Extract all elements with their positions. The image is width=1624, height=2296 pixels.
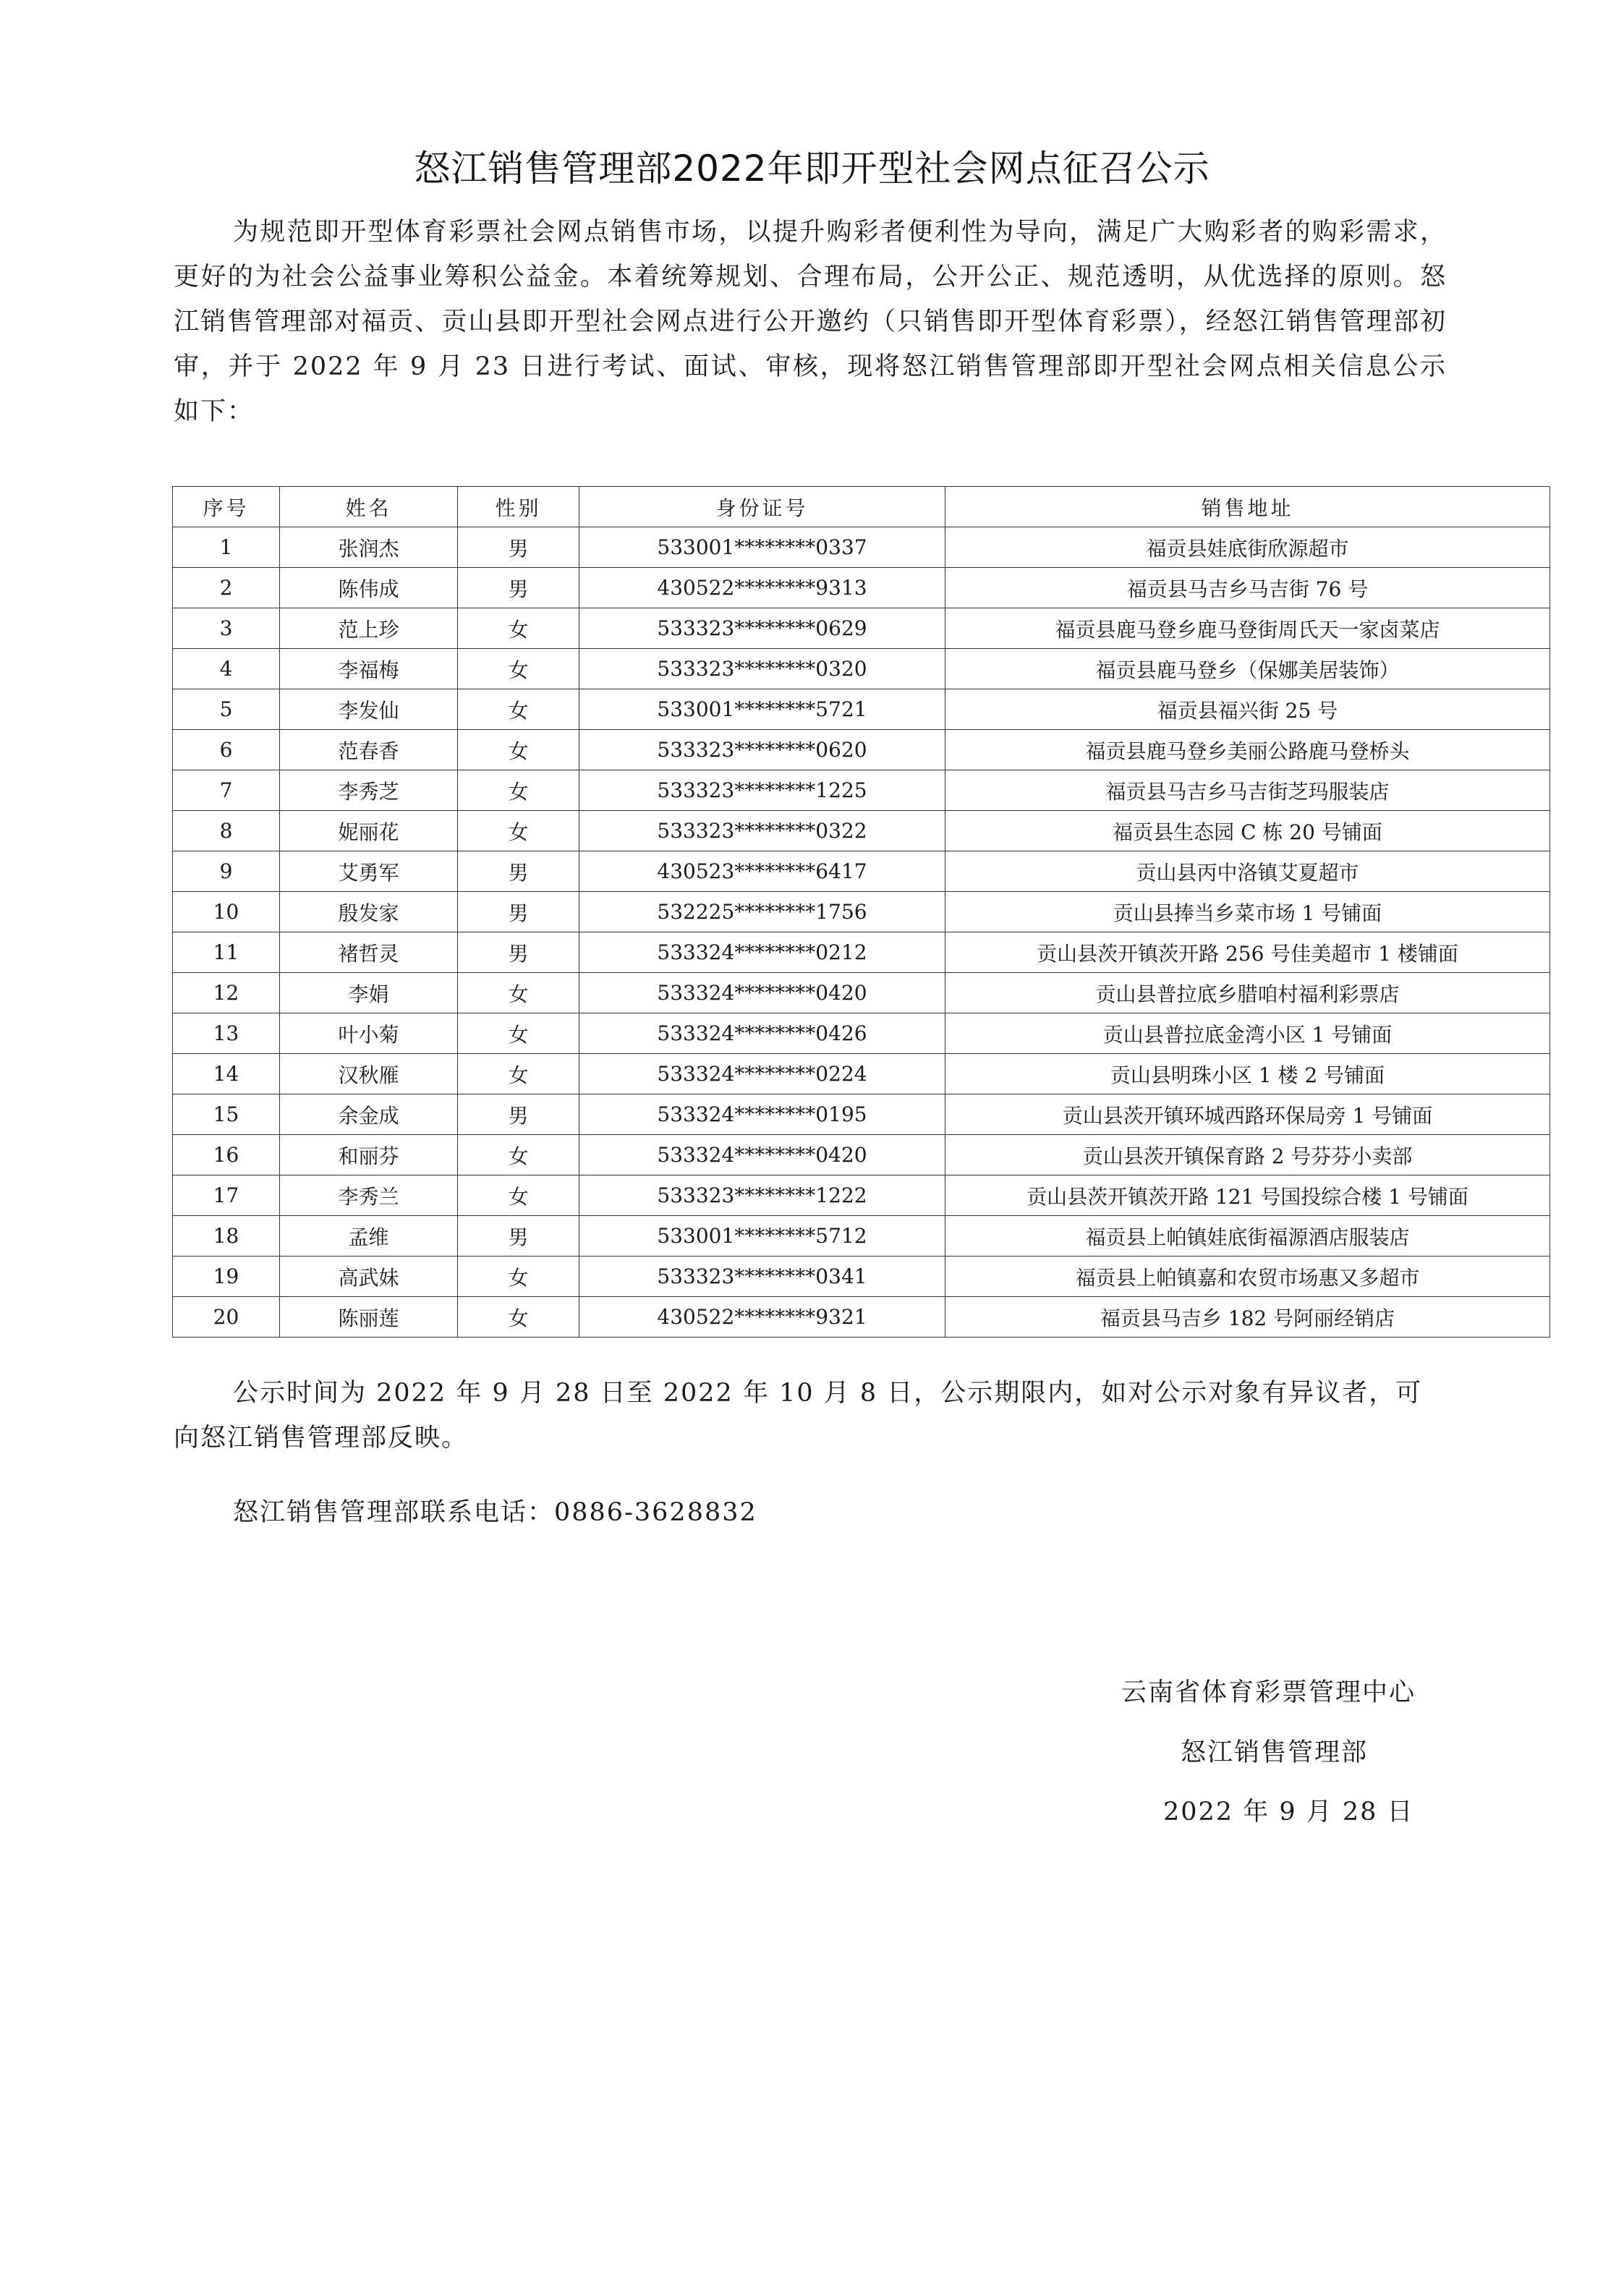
cell-id-number: 533323********1222 xyxy=(579,1175,945,1216)
cell-gender: 女 xyxy=(458,730,579,770)
cell-index: 7 xyxy=(173,770,280,811)
cell-id-number: 430522********9321 xyxy=(579,1297,945,1338)
cell-gender: 女 xyxy=(458,608,579,649)
table-row xyxy=(173,1297,1550,1338)
cell-name: 褚哲灵 xyxy=(280,932,458,973)
cell-gender: 男 xyxy=(458,1216,579,1257)
cell-name: 和丽芬 xyxy=(280,1135,458,1175)
cell-index: 10 xyxy=(173,892,280,932)
cell-gender: 女 xyxy=(458,973,579,1013)
cell-sales-address: 福贡县娃底街欣源超市 xyxy=(945,527,1550,568)
cell-index: 11 xyxy=(173,932,280,973)
cell-name: 范春香 xyxy=(280,730,458,770)
cell-sales-address: 福贡县福兴街 25 号 xyxy=(945,689,1550,730)
cell-sales-address: 福贡县马吉乡马吉街 76 号 xyxy=(945,568,1550,608)
cell-index: 5 xyxy=(173,689,280,730)
table-row xyxy=(173,892,1550,932)
outlet-table xyxy=(172,486,1550,1338)
cell-sales-address: 贡山县普拉底金湾小区 1 号铺面 xyxy=(945,1013,1550,1054)
cell-gender: 男 xyxy=(458,527,579,568)
cell-gender: 女 xyxy=(458,811,579,851)
cell-id-number: 430523********6417 xyxy=(579,851,945,892)
cell-name: 李发仙 xyxy=(280,689,458,730)
cell-name: 余金成 xyxy=(280,1094,458,1135)
cell-sales-address: 贡山县普拉底乡腊咱村福利彩票店 xyxy=(945,973,1550,1013)
cell-sales-address: 福贡县上帕镇嘉和农贸市场惠又多超市 xyxy=(945,1257,1550,1297)
cell-index: 4 xyxy=(173,649,280,689)
table-row xyxy=(173,1135,1550,1175)
contact-paragraph: 怒江销售管理部联系电话：0886-3628832 xyxy=(233,1498,757,1527)
cell-index: 17 xyxy=(173,1175,280,1216)
cell-sales-address: 贡山县茨开镇环城西路环保局旁 1 号铺面 xyxy=(945,1094,1550,1135)
cell-sales-address: 福贡县马吉乡马吉街芝玛服装店 xyxy=(945,770,1550,811)
cell-gender: 女 xyxy=(458,1013,579,1054)
cell-sales-address: 福贡县马吉乡 182 号阿丽经销店 xyxy=(945,1297,1550,1338)
table-row xyxy=(173,811,1550,851)
outlet-table-container xyxy=(172,486,1549,1338)
document-title: 怒江销售管理部2022年即开型社会网点征召公示 xyxy=(414,148,1210,190)
cell-gender: 男 xyxy=(458,892,579,932)
cell-gender: 男 xyxy=(458,851,579,892)
cell-index: 1 xyxy=(173,527,280,568)
header-gender: 性别 xyxy=(458,487,579,527)
cell-index: 18 xyxy=(173,1216,280,1257)
cell-id-number: 533324********0420 xyxy=(579,1135,945,1175)
cell-sales-address: 福贡县上帕镇娃底街福源酒店服装店 xyxy=(945,1216,1550,1257)
cell-gender: 女 xyxy=(458,1297,579,1338)
cell-id-number: 533323********0341 xyxy=(579,1257,945,1297)
cell-sales-address: 贡山县茨开镇茨开路 121 号国投综合楼 1 号铺面 xyxy=(945,1175,1550,1216)
cell-name: 叶小菊 xyxy=(280,1013,458,1054)
cell-index: 14 xyxy=(173,1054,280,1094)
signature-date: 2022 年 9 月 28 日 xyxy=(1163,1798,1414,1827)
cell-gender: 男 xyxy=(458,568,579,608)
cell-id-number: 533323********0620 xyxy=(579,730,945,770)
cell-name: 李秀芝 xyxy=(280,770,458,811)
cell-id-number: 533323********1225 xyxy=(579,770,945,811)
table-row xyxy=(173,1216,1550,1257)
cell-gender: 女 xyxy=(458,649,579,689)
cell-name: 妮丽花 xyxy=(280,811,458,851)
cell-id-number: 430522********9313 xyxy=(579,568,945,608)
cell-id-number: 533323********0629 xyxy=(579,608,945,649)
table-row xyxy=(173,1013,1550,1054)
cell-name: 李福梅 xyxy=(280,649,458,689)
cell-id-number: 533324********0426 xyxy=(579,1013,945,1054)
signature-department: 怒江销售管理部 xyxy=(1181,1738,1369,1767)
signature-organization: 云南省体育彩票管理中心 xyxy=(1121,1678,1416,1707)
table-header-row xyxy=(173,487,1550,527)
cell-id-number: 533324********0195 xyxy=(579,1094,945,1135)
cell-id-number: 533323********0320 xyxy=(579,649,945,689)
header-name: 姓名 xyxy=(280,487,458,527)
cell-sales-address: 福贡县鹿马登乡（保娜美居装饰） xyxy=(945,649,1550,689)
cell-index: 13 xyxy=(173,1013,280,1054)
cell-index: 12 xyxy=(173,973,280,1013)
cell-gender: 男 xyxy=(458,1094,579,1135)
cell-id-number: 533001********0337 xyxy=(579,527,945,568)
cell-gender: 女 xyxy=(458,1257,579,1297)
cell-index: 3 xyxy=(173,608,280,649)
table-row xyxy=(173,730,1550,770)
table-row xyxy=(173,649,1550,689)
cell-gender: 女 xyxy=(458,770,579,811)
table-row xyxy=(173,1094,1550,1135)
cell-index: 20 xyxy=(173,1297,280,1338)
cell-sales-address: 贡山县明珠小区 1 楼 2 号铺面 xyxy=(945,1054,1550,1094)
header-id-number: 身份证号 xyxy=(579,487,945,527)
cell-gender: 女 xyxy=(458,1175,579,1216)
cell-sales-address: 贡山县丙中洛镇艾夏超市 xyxy=(945,851,1550,892)
table-row xyxy=(173,689,1550,730)
cell-name: 殷发家 xyxy=(280,892,458,932)
cell-name: 范上珍 xyxy=(280,608,458,649)
cell-index: 16 xyxy=(173,1135,280,1175)
cell-index: 15 xyxy=(173,1094,280,1135)
cell-id-number: 533324********0212 xyxy=(579,932,945,973)
cell-sales-address: 福贡县鹿马登乡鹿马登街周氏天一家卤菜店 xyxy=(945,608,1550,649)
table-row xyxy=(173,932,1550,973)
table-row xyxy=(173,1175,1550,1216)
table-row xyxy=(173,1257,1550,1297)
table-row xyxy=(173,1054,1550,1094)
cell-sales-address: 福贡县鹿马登乡美丽公路鹿马登桥头 xyxy=(945,730,1550,770)
cell-gender: 女 xyxy=(458,689,579,730)
cell-name: 李秀兰 xyxy=(280,1175,458,1216)
cell-sales-address: 福贡县生态园 C 栋 20 号铺面 xyxy=(945,811,1550,851)
cell-name: 陈伟成 xyxy=(280,568,458,608)
cell-name: 陈丽莲 xyxy=(280,1297,458,1338)
cell-index: 8 xyxy=(173,811,280,851)
header-sales-address: 销售地址 xyxy=(945,487,1550,527)
table-body xyxy=(173,527,1550,1338)
table-row xyxy=(173,527,1550,568)
table-row xyxy=(173,608,1550,649)
cell-id-number: 533324********0224 xyxy=(579,1054,945,1094)
cell-id-number: 532225********1756 xyxy=(579,892,945,932)
cell-sales-address: 贡山县捧当乡菜市场 1 号铺面 xyxy=(945,892,1550,932)
cell-id-number: 533324********0420 xyxy=(579,973,945,1013)
table-row xyxy=(173,770,1550,811)
cell-name: 汉秋雁 xyxy=(280,1054,458,1094)
header-index: 序号 xyxy=(173,487,280,527)
cell-name: 艾勇军 xyxy=(280,851,458,892)
cell-id-number: 533001********5721 xyxy=(579,689,945,730)
cell-name: 张润杰 xyxy=(280,527,458,568)
cell-index: 6 xyxy=(173,730,280,770)
cell-gender: 男 xyxy=(458,932,579,973)
cell-id-number: 533001********5712 xyxy=(579,1216,945,1257)
cell-gender: 女 xyxy=(458,1135,579,1175)
intro-paragraph: 为规范即开型体育彩票社会网点销售市场，以提升购彩者便利性为导向，满足广大购彩者的购彩需求，更好的为社会公益事业筹积公益金。本着统筹规划、合理布局，公开公正、规范透明，从优选择的原则。怒江销售管理部对福贡、贡山县即开型社会网点进行公开邀约（只销售即开型体育彩票），经怒江销售管理部初审，并于 2022 年 9 月 23 日进行考试、面试、审核，现将怒江销售管理部即开型社会网点相关信息公示如下： xyxy=(174,218,1447,426)
cell-index: 2 xyxy=(173,568,280,608)
cell-index: 9 xyxy=(173,851,280,892)
table-row xyxy=(173,568,1550,608)
table-row xyxy=(173,851,1550,892)
cell-index: 19 xyxy=(173,1257,280,1297)
notice-paragraph: 公示时间为 2022 年 9 月 28 日至 2022 年 10 月 8 日，公示期限内，如对公示对象有异议者，可向怒江销售管理部反映。 xyxy=(174,1379,1423,1453)
cell-name: 高武妹 xyxy=(280,1257,458,1297)
cell-id-number: 533323********0322 xyxy=(579,811,945,851)
table-row xyxy=(173,973,1550,1013)
cell-sales-address: 贡山县茨开镇保育路 2 号芬芬小卖部 xyxy=(945,1135,1550,1175)
cell-name: 李娟 xyxy=(280,973,458,1013)
cell-gender: 女 xyxy=(458,1054,579,1094)
cell-name: 孟维 xyxy=(280,1216,458,1257)
cell-sales-address: 贡山县茨开镇茨开路 256 号佳美超市 1 楼铺面 xyxy=(945,932,1550,973)
